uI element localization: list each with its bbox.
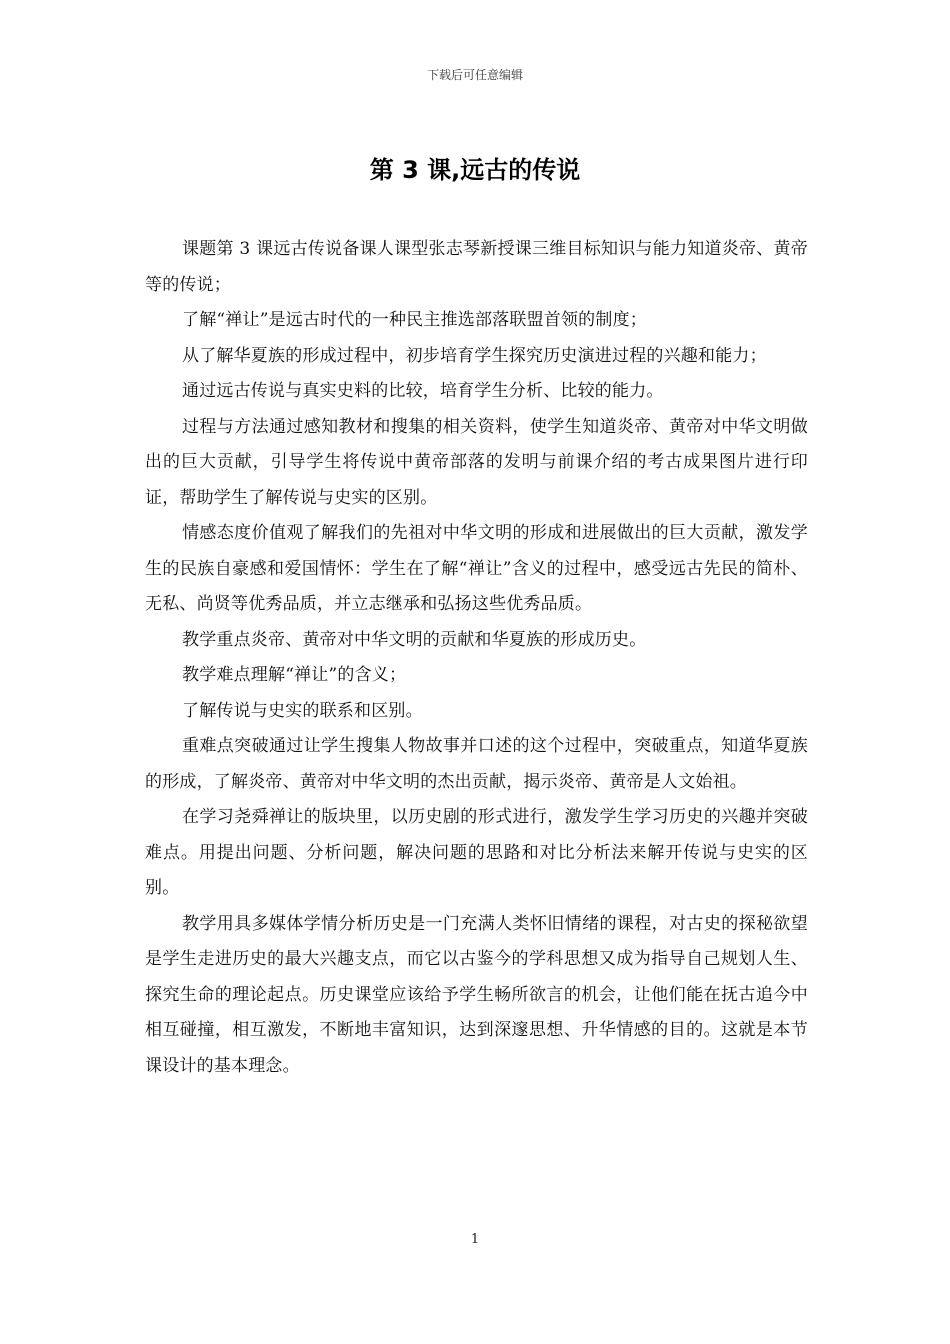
paragraph: 重难点突破通过让学生搜集人物故事并口述的这个过程中，突破重点，知道华夏族的形成，了解炎帝、黄帝对中华文明的杰出贡献，揭示炎帝、黄帝是人文始祖。 (145, 736, 808, 792)
paragraph: 情感态度价值观了解我们的先祖对中华文明的形成和进展做出的巨大贡献，激发学生的民族自豪感和爱国情怀：学生在了解“禅让”含义的过程中，感受远古先民的简朴、无私、尚贤等优秀品质，并立志继承和弘扬这些优秀品质。 (145, 523, 808, 614)
paragraph: 教学难点理解“禅让”的含义； (182, 665, 407, 685)
paragraph: 从了解华夏族的形成过程中，初步培育学生探究历史演进过程的兴趣和能力； (182, 345, 767, 366)
paragraph: 通过远古传说与真实史料的比较，培育学生分析、比较的能力。 (182, 381, 664, 401)
paragraph: 了解“禅让”是远古时代的一种民主推选部落联盟首领的制度； (182, 310, 647, 330)
page-number: 1 (470, 1232, 480, 1247)
paragraph: 了解传说与史实的联系和区别。 (182, 700, 423, 721)
paragraph: 在学习尧舜禅让的版块里，以历史剧的形式进行，激发学生学习历史的兴趣并突破难点。用提出问题、分析问题，解决问题的思路和对比分析法来解开传说与史实的区别。 (145, 807, 808, 898)
paragraph: 课题第 3 课远古传说备课人课型张志琴新授课三维目标知识与能力知道炎帝、黄帝等的传说； (145, 239, 808, 295)
document-body (145, 232, 808, 1084)
paragraph: 过程与方法通过感知教材和搜集的相关资料，使学生知道炎帝、黄帝对中华文明做出的巨大贡献，引导学生将传说中黄帝部落的发明与前课介绍的考古成果图片进行印证，帮助学生了解传说与史实的区别。 (145, 416, 808, 508)
paragraph: 教学重点炎帝、黄帝对中华文明的贡献和华夏族的形成历史。 (182, 629, 647, 650)
page-header: 下载后可任意编辑 (426, 68, 523, 82)
paragraph: 教学用具多媒体学情分析历史是一门充满人类怀旧情绪的课程，对古史的探秘欲望是学生走进历史的最大兴趣支点，而它以古鉴今的学科思想又成为指导自己规划人生、探究生命的理论起点。历史课堂应该给予学生畅所欲言的机会，让他们能在抚古追今中相互碰撞，相互激发，不断地丰富知识，达到深邃思想、升华情感的目的。这就是本节课设计的基本理念。 (145, 913, 808, 1076)
document-title: 第 3 课,远古的传说 (369, 156, 581, 184)
